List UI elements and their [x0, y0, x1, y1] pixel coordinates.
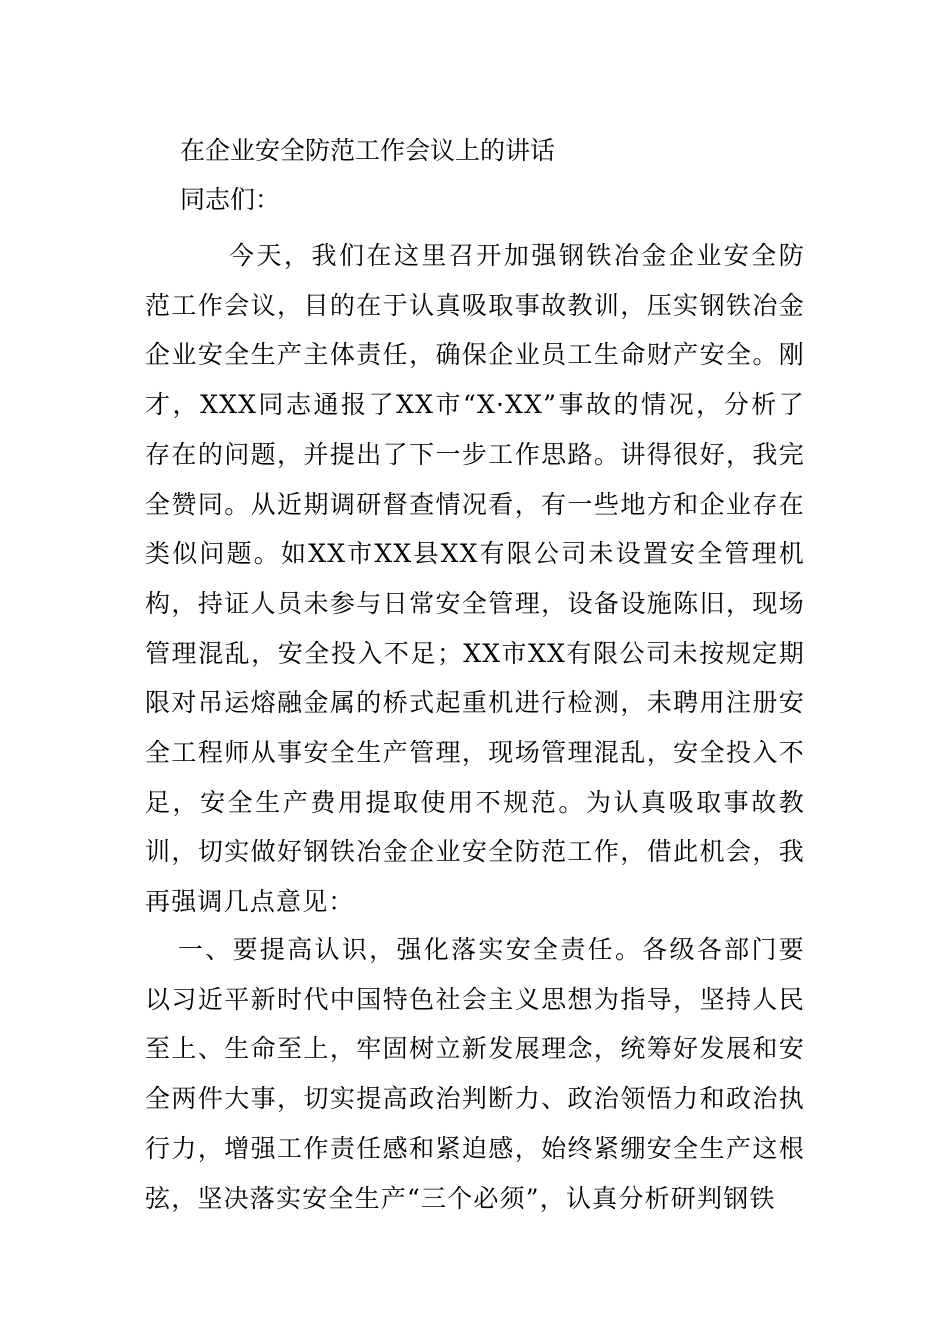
salutation: 同志们：	[180, 185, 281, 214]
body-paragraph: 今天，我们在这里召开加强钢铁冶金企业安全防范工作会议，目的在于认真吸取事故教训，压实钢铁冶金企业安全生产主体责任，确保企业员工生命财产安全。刚才，XXX同志通报了XX市“X·XX”事故的情况，分析了存在的问题，并提出了下一步工作思路。讲得很好，我完全赞同。从近期调研督查情况看，有一些地方和企业存在类似问题。如XX市XX县XX有限公司未设置安全管理机构，持证人员未参与日常安全管理，设备设施陈旧，现场管理混乱，安全投入不足；XX市XX有限公司未按规定期限对吊运熔融金属的桥式起重机进行检测，未聘用注册安全工程师从事安全生产管理，现场管理混乱，安全投入不足，安全生产费用提取使用不规范。为认真吸取事故教训，切实做好钢铁冶金企业安全防范工作，借此机会，我再强调几点意见：	[145, 241, 805, 917]
document-title: 在企业安全防范工作会议上的讲话	[180, 136, 556, 165]
body-paragraph: 一、要提高认识，强化落实安全责任。各级各部门要以习近平新时代中国特色社会主义思想为指导，坚持人民至上、生命至上，牢固树立新发展理念，统筹好发展和安全两件大事，切实提高政治判断力、政治领悟力和政治执行力，增强工作责任感和紧迫感，始终紧绷安全生产这根弦，坚决落实安全生产“三个必须”，认真分析研判钢铁	[145, 935, 805, 1213]
